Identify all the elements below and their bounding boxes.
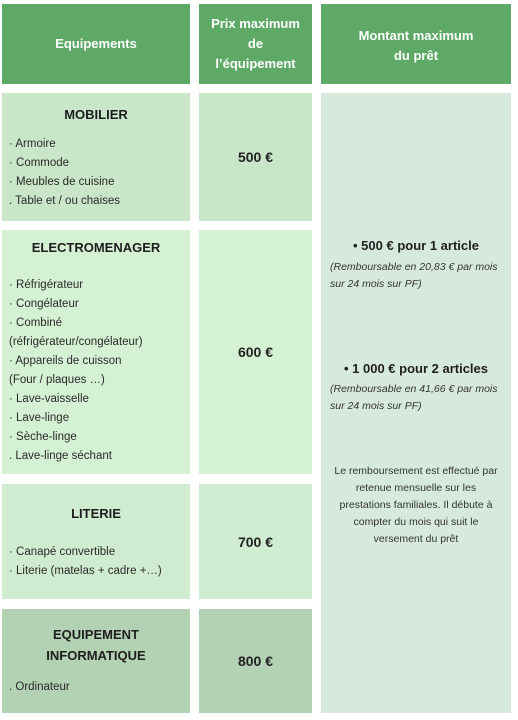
category-title: LITERIE [71,506,121,521]
list-item: . Table et / ou chaises [9,195,121,207]
category-informatique [2,609,190,713]
list-item: · Réfrigérateur [9,279,84,291]
category-mobilier [2,93,190,221]
price-value: 500 € [237,149,274,165]
list-item: (Four / plaques …) [9,374,105,386]
price-informatique [199,609,312,713]
header-equipments [2,4,190,84]
list-item: · Appareils de cuisson [9,355,122,367]
list-item: · Combiné [9,317,63,329]
list-item: · Armoire [9,138,56,150]
list-item: · Canapé convertible [9,546,116,558]
list-item: · Lave-vaisselle [9,393,89,405]
price-value: 700 € [237,533,274,550]
list-item: · Meubles de cuisine [9,176,115,188]
list-item: (réfrigérateur/congélateur) [9,336,143,348]
price-electromenager [199,230,312,474]
item-list [9,135,190,211]
header-max-loan [321,4,511,84]
item-list [9,276,190,466]
repayment-info: Le remboursement est effectué par retenue mensuelle sur les prestations familiales. Il débute à compter du mois qui suit le versement du prêt [334,465,498,545]
list-item: · Congélateur [9,298,79,310]
list-item: · Literie (matelas + cadre +…) [9,565,162,577]
loan-option-1-note: (Remboursable en 20,83 € par mois sur 24 mois sur PF) [330,261,498,290]
list-item: · Commode [9,157,70,169]
price-mobilier [199,93,312,221]
list-item: . Ordinateur [9,681,70,693]
list-item: . Lave-linge séchant [9,450,112,462]
item-list [9,678,190,697]
category-electromenager [2,230,190,474]
category-title: MOBILIER [64,107,128,122]
loan-option-1 [321,237,511,255]
category-title: EQUIPEMENT INFORMATIQUE [46,627,146,663]
loan-option-2-note: (Remboursable en 41,66 € par mois sur 24 mois sur PF) [330,383,498,412]
loan-option-2 [321,360,511,378]
price-literie [199,484,312,599]
header-max-price-label: Prix maximum de l’équipement [211,16,300,71]
header-equipments-label: Equipements [55,36,137,51]
price-value: 600 € [237,344,274,360]
loan-column [321,93,511,713]
category-title: ELECTROMENAGER [31,240,161,255]
header-max-price [199,4,312,84]
item-list [9,543,190,581]
list-item: · Sèche-linge [9,431,77,443]
header-max-loan-label: Montant maximum du prêt [358,28,474,63]
loan-option-2-title: • 1 000 € pour 2 articles [343,361,488,376]
list-item: · Lave-linge [9,412,70,424]
price-value: 800 € [237,653,274,669]
category-literie [2,484,190,599]
loan-option-1-title: • 500 € pour 1 article [353,238,479,253]
